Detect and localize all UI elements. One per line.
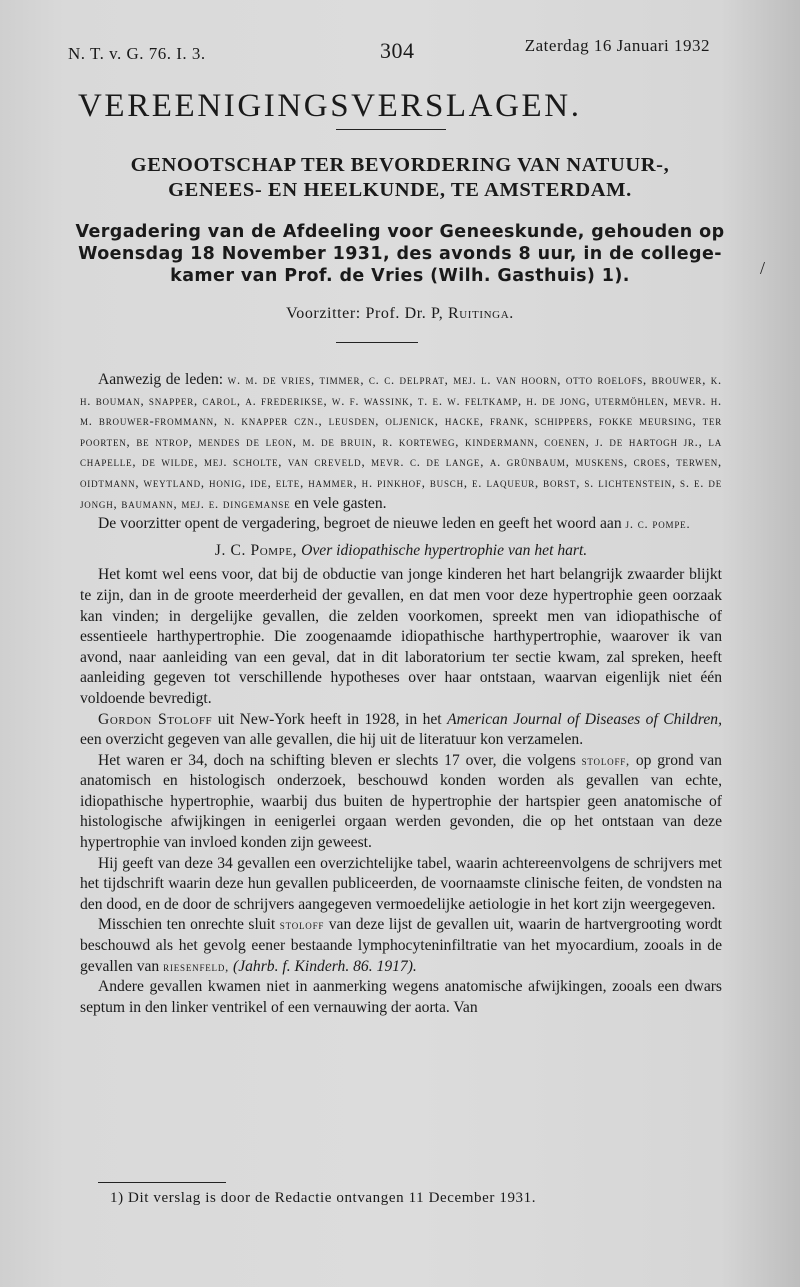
society-line-1: GENOOTSCHAP TER BEVORDERING VAN NATUUR-, <box>130 154 670 176</box>
meeting-line-1: Vergadering van de Afdeeling voor Geneeskunde, gehouden op <box>75 222 725 242</box>
talk-author: J. C. Pompe, <box>214 541 298 559</box>
chairman-name: Ruitinga. <box>447 305 514 322</box>
title-rule <box>336 129 446 130</box>
chair-rule <box>336 342 418 343</box>
section-title: VEREENIGINGSVERSLAGEN. <box>78 88 582 124</box>
paragraph-4: Hij geeft van deze 34 gevallen een overzichtelijke tabel, waarin achtereenvolgens de schrijvers met het tijdschrift waarin deze hun gevallen publiceerden, de voornaamste clinische feiten, de vondsten na den dood, en de door de schrijvers aangegeven vermoedelijke aetiologie in het kort zijn weergegeven. <box>80 854 722 913</box>
footnote-rule <box>98 1182 226 1183</box>
opening-speaker: j. c. pompe. <box>625 517 691 532</box>
paragraph-5 <box>80 915 722 977</box>
meeting-line-2: Woensdag 18 November 1931, des avonds 8 uur, in de collegе- <box>78 244 722 264</box>
opening-text: De voorzitter opent de vergadering, begroet de nieuwe leden en geeft het woord aan <box>98 515 622 533</box>
paragraph-2-text-a: uit New-York heeft in 1928, in het <box>217 710 442 728</box>
paragraph-1: Het komt wel eens voor, dat bij de obductie van jonge kinderen het hart belangrijk zwaarder blijkt te zijn, dan in de groote meerderheid der gevallen, en dat men voor deze hypertrophie geen oorzaak kan vinden; in dergelijke gevallen, die zelden voorkomen, spreekt men van idiopathische of essentieele harthypertrophie. Die zoogenaamde idiopathische harthypertrophie, waarover ik van avond, naar aanleiding van een geval, dat in dit laboratorium ter sectie kwam, zal spreken, heeft aanleiding gegeven tot verschillende hypotheses over haar ontstaan, waarvan eigenlijk niet één voldoende bevredigt. <box>80 566 722 707</box>
journal-citation: N. T. v. G. 76. I. 3. <box>68 44 206 63</box>
attendance-tail: en vele gasten. <box>294 494 387 512</box>
society-line-2: GENEES- EN HEELKUNDE, TE AMSTERDAM. <box>168 179 632 201</box>
talk-title: Over idiopathische hypertrophie van het hart. <box>301 541 588 559</box>
talk-heading <box>80 541 722 562</box>
attendance-lead: Aanwezig de leden: <box>98 371 224 388</box>
paragraph-5-text-b: van deze lijst de gevallen uit, waarin de hartvergrooting wordt beschouwd als het gevolg eener bestaande lymphocyteninfiltratie van het myocardium, zooals in de gevallen van <box>80 916 722 975</box>
meeting-line-3: kamer van Prof. de Vries (Wilh. Gasthuis) 1). <box>170 266 630 286</box>
page-number: 304 <box>380 38 415 63</box>
paragraph-3-text-b: op grond van anatomisch en histologisch onderzoek, beschouwd konden worden als gevallen van echte, idiopathische hypertrophie, waarbij dus buiten de hypertrophie der hartspier geen anatomische of histologische afwijkingen in eenigerlei orgaan werden gevonden, die op het ontstaan van deze hypertrophie van invloed konden zijn geweest. <box>80 751 722 852</box>
paragraph-2 <box>80 710 722 751</box>
paragraph-3-name: stoloff, <box>581 753 631 768</box>
paragraph-2-journal: American Journal of Diseases of Children, <box>447 710 722 728</box>
paragraph-2-text-b: een overzicht gegeven van alle gevallen, die hij uit de literatuur kon verzamelen. <box>80 731 584 749</box>
paragraph-5-name: stoloff <box>279 918 325 933</box>
issue-date: Zaterdag 16 Januari 1932 <box>524 36 710 55</box>
margin-pencil-mark: / <box>760 258 766 278</box>
paragraph-3-text-a: Het waren er 34, doch na schifting bleven er slechts 17 over, die volgens <box>98 751 576 769</box>
paragraph-6: Andere gevallen kwamen niet in aanmerking wegens anatomische afwijkingen, zooals een dwars septum in den linker ventrikel of een vernauwing der aorta. Van <box>80 978 722 1016</box>
society-heading <box>70 153 730 203</box>
paragraph-5-text-a: Misschien ten onrechte sluit <box>98 916 276 934</box>
paragraph-2-author: Gordon Stoloff <box>98 710 213 728</box>
paragraph-5-name-2: riesenfeld, <box>163 959 230 974</box>
opening-paragraph <box>80 514 722 535</box>
report-body <box>80 370 722 1018</box>
paragraph-5-reference: (Jahrb. f. Kinderh. 86. 1917). <box>233 957 417 975</box>
meeting-heading <box>70 221 730 287</box>
footnote: 1) Dit verslag is door de Redactie ontvangen 11 December 1931. <box>110 1190 537 1206</box>
paragraph-3 <box>80 751 722 854</box>
chairman-label: Voorzitter: Prof. Dr. P, <box>286 305 444 322</box>
attendance-paragraph <box>80 370 722 514</box>
chairman-line <box>0 305 800 323</box>
attendance-members: w. m. de vries, timmer, c. c. delprat, mej. l. van hoorn, otto roelofs, brouwer, k. h. bouman, snapper, carol, a. frederikse, w. f. wassink, t. e. w. feltkamp, h. de jong, utermöhlen, mevr. h. m. brouwer-frommann, n. knapper czn., leusden, oljenick, hacke, frank, schippers, fokke meursing, ter poorten, be ntrop, mendes de leon, m. de bruin, r. korteweg, kindermann, coenen, j. de hartogh jr., la chapelle, de wilde, mej. scholte, van creveld, mevr. c. de lange, a. grünbaum, muskens, croes, terwen, oidtmann, weytland, honig, ide, elte, hammer, h. pinkhof, busch, e. laqueur, borst, s. lichtenstein, s. e. de jongh, baumann, mej. e. dingemanse <box>80 373 722 511</box>
